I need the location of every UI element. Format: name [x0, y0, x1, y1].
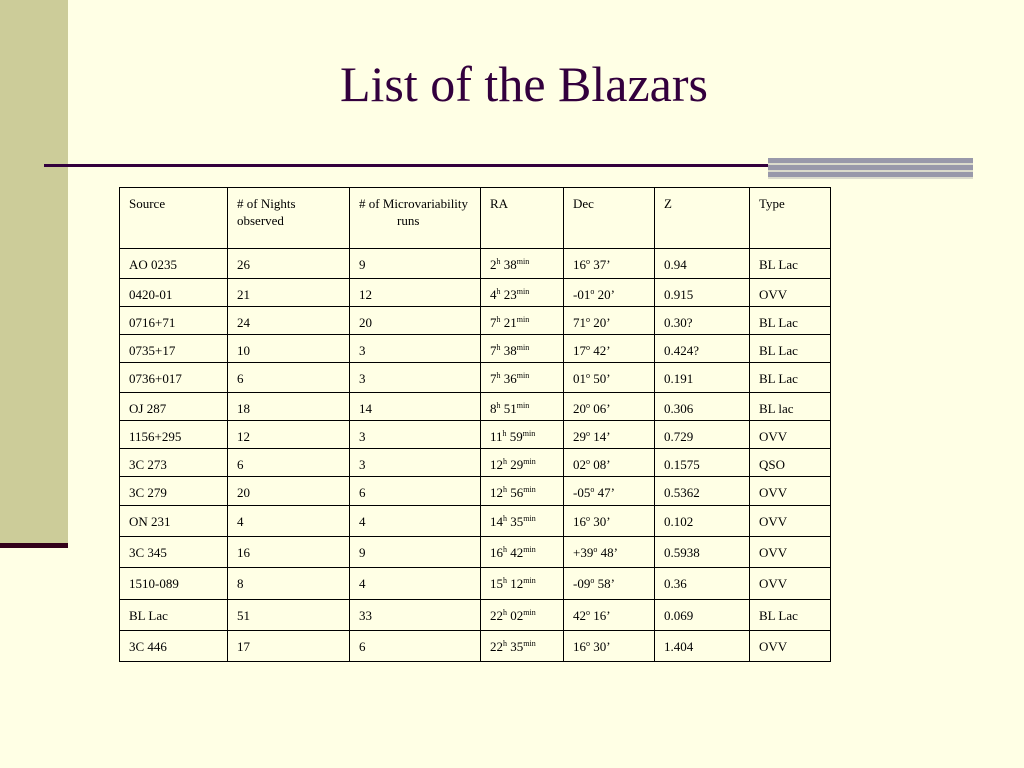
minute-unit: min [523, 576, 536, 585]
ra-minutes: 38 [503, 257, 517, 272]
ra-hours: 12 [490, 457, 503, 472]
cell-z [655, 307, 750, 335]
cell-ra [481, 279, 564, 307]
cell-dec [564, 600, 655, 631]
cell-type [750, 249, 831, 279]
type-value: OVV [759, 429, 788, 444]
ra-minutes: 02 [510, 608, 524, 623]
cell-z [655, 363, 750, 393]
cell-runs [350, 631, 481, 662]
type-value: BL lac [759, 401, 794, 416]
cell-nights [228, 477, 350, 506]
hour-unit: h [503, 576, 507, 585]
cell-runs [350, 449, 481, 477]
cell-source [120, 307, 228, 335]
runs-value: 4 [359, 514, 366, 529]
table-row [120, 631, 831, 662]
cell-z [655, 477, 750, 506]
cell-nights [228, 335, 350, 363]
ra-hours: 7 [490, 315, 497, 330]
ra-minutes: 29 [510, 457, 524, 472]
title-divider-accent [768, 158, 973, 179]
minute-unit: min [522, 429, 536, 438]
table-row [120, 279, 831, 307]
runs-value: 3 [359, 371, 366, 386]
degree-unit: o [586, 639, 590, 648]
header-runs-line2: runs [397, 213, 420, 228]
dec-arcmin: 50’ [593, 371, 611, 386]
hour-unit: h [496, 315, 501, 324]
nights-value: 4 [237, 514, 244, 529]
nights-value: 51 [237, 608, 250, 623]
nights-value: 12 [237, 429, 250, 444]
type-value: BL Lac [759, 315, 798, 330]
cell-source [120, 335, 228, 363]
type-value: BL Lac [759, 371, 798, 386]
slide-title: List of the Blazars [340, 56, 708, 112]
header-dec: Dec [564, 188, 655, 249]
cell-runs [350, 279, 481, 307]
degree-unit: o [586, 315, 590, 324]
ra-minutes: 42 [510, 545, 524, 560]
cell-source [120, 421, 228, 449]
source-value: 3C 279 [129, 485, 167, 500]
cell-nights [228, 421, 350, 449]
hour-unit: h [496, 287, 501, 296]
minute-unit: min [523, 514, 536, 523]
ra-hours: 15 [490, 576, 503, 591]
cell-runs [350, 477, 481, 506]
table-row [120, 477, 831, 506]
cell-nights [228, 307, 350, 335]
ra-minutes: 51 [503, 401, 517, 416]
minute-unit: min [523, 608, 536, 617]
type-value: OVV [759, 639, 788, 654]
source-value: 0716+71 [129, 315, 176, 330]
type-value: OVV [759, 576, 788, 591]
degree-unit: o [586, 608, 590, 617]
cell-source [120, 506, 228, 537]
source-value: AO 0235 [129, 257, 178, 272]
cell-type [750, 335, 831, 363]
cell-type [750, 363, 831, 393]
cell-runs [350, 363, 481, 393]
source-value: 0735+17 [129, 343, 176, 358]
cell-dec [564, 393, 655, 421]
left-accent-line [0, 543, 68, 548]
dec-degrees: 29 [573, 429, 586, 444]
cell-runs [350, 335, 481, 363]
cell-source [120, 568, 228, 600]
header-runs [350, 188, 481, 249]
dec-arcmin: 42’ [593, 343, 611, 358]
ra-hours: 8 [490, 401, 497, 416]
hour-unit: h [496, 257, 501, 266]
cell-ra [481, 335, 564, 363]
dec-arcmin: 37’ [593, 257, 611, 272]
title-divider [44, 164, 770, 167]
cell-runs [350, 393, 481, 421]
runs-value: 3 [359, 429, 366, 444]
nights-value: 16 [237, 545, 250, 560]
cell-dec [564, 631, 655, 662]
cell-z [655, 449, 750, 477]
dec-arcmin: 30’ [593, 514, 611, 529]
cell-runs [350, 600, 481, 631]
cell-source [120, 600, 228, 631]
cell-z [655, 537, 750, 568]
cell-source [120, 477, 228, 506]
table-row [120, 335, 831, 363]
cell-type [750, 568, 831, 600]
cell-type [750, 477, 831, 506]
cell-nights [228, 363, 350, 393]
runs-value: 3 [359, 457, 366, 472]
cell-dec [564, 363, 655, 393]
hour-unit: h [502, 429, 507, 438]
runs-value: 12 [359, 287, 372, 302]
cell-nights [228, 393, 350, 421]
cell-source [120, 279, 228, 307]
table-row [120, 307, 831, 335]
nights-value: 10 [237, 343, 250, 358]
ra-minutes: 56 [510, 485, 524, 500]
nights-value: 8 [237, 576, 244, 591]
ra-minutes: 38 [503, 343, 517, 358]
cell-source [120, 537, 228, 568]
nights-value: 18 [237, 401, 250, 416]
source-value: 3C 446 [129, 639, 167, 654]
dec-degrees: 16 [573, 257, 586, 272]
table-row [120, 568, 831, 600]
cell-runs [350, 421, 481, 449]
minute-unit: min [523, 639, 536, 648]
minute-unit: min [516, 257, 530, 266]
z-value: 0.306 [664, 401, 694, 416]
hour-unit: h [503, 608, 507, 617]
degree-unit: o [590, 576, 595, 585]
dec-degrees: +39 [573, 545, 594, 560]
nights-value: 20 [237, 485, 250, 500]
nights-value: 17 [237, 639, 250, 654]
cell-z [655, 506, 750, 537]
cell-source [120, 449, 228, 477]
ra-hours: 11 [490, 429, 503, 444]
cell-type [750, 307, 831, 335]
dec-arcmin: 16’ [593, 608, 611, 623]
nights-value: 6 [237, 457, 244, 472]
ra-minutes: 12 [510, 576, 524, 591]
cell-type [750, 279, 831, 307]
table-row [120, 393, 831, 421]
minute-unit: min [523, 485, 536, 494]
degree-unit: o [590, 485, 595, 494]
ra-hours: 2 [490, 257, 497, 272]
table-row [120, 506, 831, 537]
cell-nights [228, 279, 350, 307]
degree-unit: o [586, 371, 590, 380]
cell-source [120, 631, 228, 662]
runs-value: 4 [359, 576, 366, 591]
dec-arcmin: 47’ [597, 485, 615, 500]
source-value: 3C 345 [129, 545, 167, 560]
source-value: OJ 287 [129, 401, 167, 416]
ra-hours: 22 [490, 639, 503, 654]
z-value: 0.424? [664, 343, 700, 358]
cell-source [120, 363, 228, 393]
ra-hours: 7 [490, 343, 497, 358]
cell-runs [350, 307, 481, 335]
cell-z [655, 568, 750, 600]
dec-degrees: 16 [573, 514, 586, 529]
z-value: 0.191 [664, 371, 694, 386]
table-row [120, 537, 831, 568]
cell-ra [481, 537, 564, 568]
source-value: BL Lac [129, 608, 168, 623]
type-value: QSO [759, 457, 786, 472]
cell-z [655, 279, 750, 307]
dec-degrees: 17 [573, 343, 586, 358]
minute-unit: min [523, 457, 536, 466]
hour-unit: h [496, 371, 501, 380]
cell-ra [481, 421, 564, 449]
cell-runs [350, 249, 481, 279]
source-value: 0736+017 [129, 371, 182, 386]
minute-unit: min [516, 343, 530, 352]
runs-value: 14 [359, 401, 372, 416]
type-value: BL Lac [759, 343, 798, 358]
ra-hours: 4 [490, 287, 497, 302]
degree-unit: o [586, 429, 590, 438]
cell-ra [481, 249, 564, 279]
cell-ra [481, 477, 564, 506]
dec-degrees: -09 [573, 576, 591, 591]
ra-hours: 7 [490, 371, 497, 386]
dec-arcmin: 08’ [593, 457, 611, 472]
dec-arcmin: 14’ [593, 429, 611, 444]
cell-ra [481, 568, 564, 600]
degree-unit: o [593, 545, 598, 554]
cell-type [750, 421, 831, 449]
ra-hours: 22 [490, 608, 503, 623]
header-source: Source [120, 188, 228, 249]
cell-nights [228, 568, 350, 600]
ra-minutes: 23 [503, 287, 517, 302]
runs-value: 9 [359, 257, 366, 272]
cell-type [750, 631, 831, 662]
cell-ra [481, 600, 564, 631]
table-row [120, 600, 831, 631]
cell-z [655, 421, 750, 449]
hour-unit: h [503, 485, 507, 494]
z-value: 0.30? [664, 315, 693, 330]
cell-nights [228, 537, 350, 568]
degree-unit: o [586, 401, 590, 410]
ra-minutes: 36 [503, 371, 517, 386]
hour-unit: h [503, 639, 507, 648]
nights-value: 26 [237, 257, 250, 272]
cell-z [655, 335, 750, 363]
header-runs-line1: # of Microvariability [359, 196, 469, 211]
source-value: 3C 273 [129, 457, 167, 472]
cell-dec [564, 449, 655, 477]
z-value: 0.36 [664, 576, 687, 591]
nights-value: 24 [237, 315, 250, 330]
cell-runs [350, 506, 481, 537]
degree-unit: o [590, 287, 595, 296]
type-value: OVV [759, 514, 788, 529]
hour-unit: h [496, 343, 501, 352]
z-value: 0.915 [664, 287, 694, 302]
type-value: OVV [759, 485, 788, 500]
nights-value: 6 [237, 371, 244, 386]
runs-value: 9 [359, 545, 366, 560]
minute-unit: min [516, 287, 530, 296]
z-value: 0.94 [664, 257, 687, 272]
cell-runs [350, 537, 481, 568]
degree-unit: o [586, 514, 590, 523]
type-value: OVV [759, 287, 788, 302]
cell-dec [564, 249, 655, 279]
cell-type [750, 506, 831, 537]
source-value: ON 231 [129, 514, 171, 529]
degree-unit: o [586, 257, 590, 266]
cell-type [750, 449, 831, 477]
dec-degrees: 42 [573, 608, 586, 623]
cell-z [655, 600, 750, 631]
cell-nights [228, 506, 350, 537]
cell-type [750, 600, 831, 631]
minute-unit: min [516, 315, 530, 324]
cell-ra [481, 307, 564, 335]
cell-dec [564, 537, 655, 568]
hour-unit: h [503, 457, 507, 466]
dec-arcmin: 30’ [593, 639, 611, 654]
hour-unit: h [503, 514, 507, 523]
type-value: OVV [759, 545, 788, 560]
dec-degrees: 01 [573, 371, 586, 386]
dec-degrees: -05 [573, 485, 591, 500]
dec-arcmin: 58’ [597, 576, 615, 591]
cell-dec [564, 421, 655, 449]
source-value: 0420-01 [129, 287, 173, 302]
dec-arcmin: 06’ [593, 401, 611, 416]
cell-type [750, 537, 831, 568]
left-accent-bar [0, 0, 68, 543]
header-ra: RA [481, 188, 564, 249]
table-body [120, 249, 831, 662]
degree-unit: o [586, 343, 590, 352]
ra-minutes: 59 [509, 429, 523, 444]
type-value: BL Lac [759, 257, 798, 272]
cell-runs [350, 568, 481, 600]
ra-hours: 12 [490, 485, 503, 500]
ra-hours: 16 [490, 545, 503, 560]
cell-ra [481, 506, 564, 537]
cell-dec [564, 307, 655, 335]
blazar-table [119, 187, 831, 662]
z-value: 0.5362 [664, 485, 700, 500]
runs-value: 20 [359, 315, 372, 330]
table-header-row [120, 188, 831, 249]
table-row [120, 449, 831, 477]
cell-ra [481, 449, 564, 477]
cell-nights [228, 449, 350, 477]
source-value: 1156+295 [129, 429, 182, 444]
cell-dec [564, 568, 655, 600]
cell-nights [228, 631, 350, 662]
dec-degrees: 20 [573, 401, 586, 416]
z-value: 0.1575 [664, 457, 700, 472]
z-value: 1.404 [664, 639, 694, 654]
z-value: 0.102 [664, 514, 694, 529]
cell-nights [228, 600, 350, 631]
hour-unit: h [496, 401, 501, 410]
z-value: 0.5938 [664, 545, 700, 560]
runs-value: 6 [359, 639, 366, 654]
dec-degrees: 71 [573, 315, 586, 330]
hour-unit: h [503, 545, 507, 554]
minute-unit: min [516, 371, 530, 380]
cell-ra [481, 363, 564, 393]
z-value: 0.069 [664, 608, 694, 623]
runs-value: 6 [359, 485, 366, 500]
ra-hours: 14 [490, 514, 503, 529]
cell-ra [481, 631, 564, 662]
cell-source [120, 249, 228, 279]
cell-ra [481, 393, 564, 421]
minute-unit: min [523, 545, 536, 554]
cell-type [750, 393, 831, 421]
table-row [120, 421, 831, 449]
runs-value: 3 [359, 343, 366, 358]
dec-arcmin: 20’ [593, 315, 611, 330]
cell-z [655, 393, 750, 421]
cell-source [120, 393, 228, 421]
dec-degrees: -01 [573, 287, 591, 302]
table-row [120, 249, 831, 279]
cell-dec [564, 279, 655, 307]
type-value: BL Lac [759, 608, 798, 623]
dec-degrees: 02 [573, 457, 586, 472]
cell-dec [564, 506, 655, 537]
cell-z [655, 631, 750, 662]
dec-degrees: 16 [573, 639, 586, 654]
z-value: 0.729 [664, 429, 694, 444]
header-nights: # of Nights observed [228, 188, 350, 249]
ra-minutes: 35 [510, 514, 524, 529]
cell-z [655, 249, 750, 279]
nights-value: 21 [237, 287, 250, 302]
header-z: Z [655, 188, 750, 249]
dec-arcmin: 20’ [597, 287, 615, 302]
degree-unit: o [586, 457, 590, 466]
cell-nights [228, 249, 350, 279]
cell-dec [564, 477, 655, 506]
cell-dec [564, 335, 655, 363]
minute-unit: min [516, 401, 530, 410]
ra-minutes: 21 [503, 315, 517, 330]
header-type: Type [750, 188, 831, 249]
source-value: 1510-089 [129, 576, 179, 591]
table-row [120, 363, 831, 393]
ra-minutes: 35 [510, 639, 524, 654]
runs-value: 33 [359, 608, 372, 623]
dec-arcmin: 48’ [600, 545, 618, 560]
